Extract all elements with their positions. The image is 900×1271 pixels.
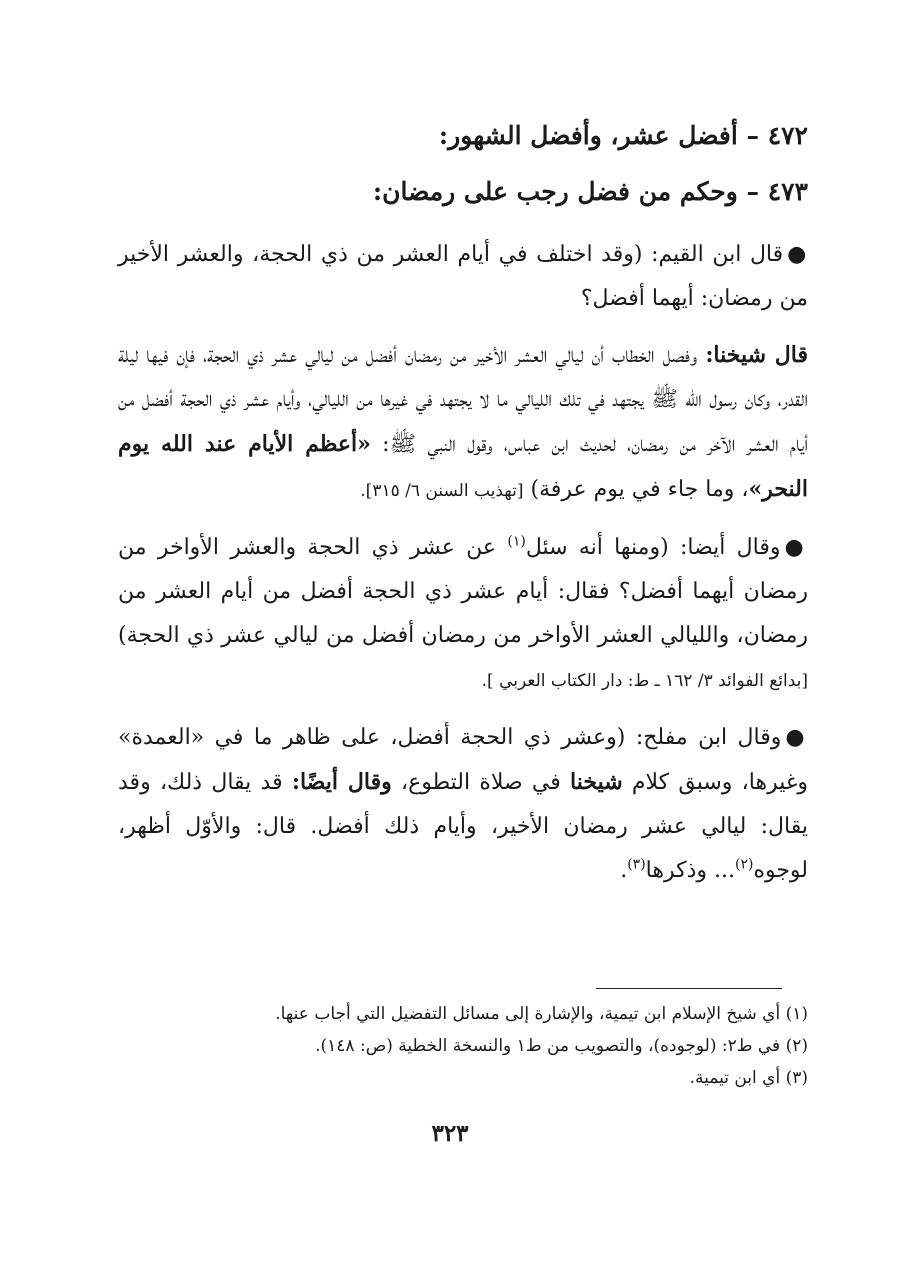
- speaker-label: قال شيخنا:: [705, 342, 808, 368]
- bold-term: شيخنا: [570, 769, 623, 795]
- bullet-icon: ●: [784, 534, 809, 560]
- paragraph-text: ... وذكرها: [645, 858, 735, 883]
- paragraph-text: قد يقال ذلك، وقد يقال: ليالي عشر رمضان الأخير، وأيام ذلك أفضل. قال: والأوّل أظهر، لوجوه: [118, 770, 808, 883]
- paragraph-ibn-alqayyim: [118, 232, 808, 321]
- footnote-1: (١) أي شيخ الإسلام ابن تيمية، والإشارة إلى مسائل التفضيل التي أجاب عنها.: [275, 1004, 808, 1024]
- page-number: ٣٢٣: [431, 1120, 469, 1147]
- heading-472: ٤٧٢ – أفضل عشر، وأفضل الشهور:: [438, 121, 808, 150]
- paragraph-text: وقال أيضا: (ومنها أنه سئل: [525, 535, 781, 560]
- citation: [تهذيب السنن ٦/ ٣١٥].: [360, 481, 524, 501]
- footnote-ref-1: (١): [507, 533, 526, 550]
- footnote-3: (٣) أي ابن تيمية.: [689, 1068, 808, 1088]
- paragraph-text: قال ابن القيم: (وقد اختلف في أيام العشر من ذي الحجة، والعشر الأخير من رمضان: أيهما أفضل؟: [118, 242, 808, 311]
- paragraph-text: ، وما جاء في يوم عرفة): [523, 477, 749, 502]
- paragraph-shaykhuna: [118, 333, 808, 513]
- bullet-icon: ●: [785, 724, 808, 750]
- paragraph-text: وفصل الخطاب أن ليالي العشر الأخير من رمضان أفضل من ليالي عشر ذي الحجة، فإن فيها ليلة القدر، وكان رسول الله ﷺ يجتهد في تلك الليالي ما لا يجتهد في غيرها من الليالي، وأيام عشر ذي الحجة أفضل من أيام العشر الآخر من رمضان، لحديث ابن عباس، وقول النبي ﷺ:: [118, 343, 808, 457]
- paragraph-text: .: [620, 858, 628, 883]
- paragraph-text: وقال ابن مفلح: (وعشر ذي الحجة أفضل، على ظاهر ما في «العمدة» وغيرها، وسبق كلام: [118, 725, 808, 795]
- main-text: [118, 108, 808, 893]
- footnotes: [118, 998, 808, 1094]
- bold-term: وقال أيضًا:: [291, 769, 392, 795]
- citation: [بدائع الفوائد ٣/ ١٦٢ ـ ط: دار الكتاب العربي ].: [481, 671, 808, 691]
- paragraph-ibn-muflih: [118, 715, 808, 893]
- bullet-icon: ●: [787, 241, 809, 267]
- footnote-divider: [596, 988, 782, 989]
- footnote-2: (٢) في ط٢: (لوجوده)، والتصويب من ط١ والنسخة الخطية (ص: ١٤٨).: [315, 1036, 808, 1056]
- hadith-quote: «أعظم الأيام عند الله يوم النحر»: [118, 431, 808, 502]
- footnote-ref-2: (٢): [734, 856, 754, 873]
- paragraph-text: عن عشر ذي الحجة والعشر الأواخر من رمضان أيهما أفضل؟ فقال: أيام عشر ذي الحجة أفضل من أيام العشر من رمضان، والليالي العشر الأواخر من رمضان أفضل من ليالي عشر ذي الحجة): [118, 535, 808, 648]
- footnote-ref-3: (٣): [627, 856, 646, 873]
- paragraph-qala-aydan: [118, 525, 808, 703]
- paragraph-text: في صلاة التطوع،: [391, 770, 571, 795]
- heading-473: ٤٧٣ – وحكم من فضل رجب على رمضان:: [372, 177, 808, 206]
